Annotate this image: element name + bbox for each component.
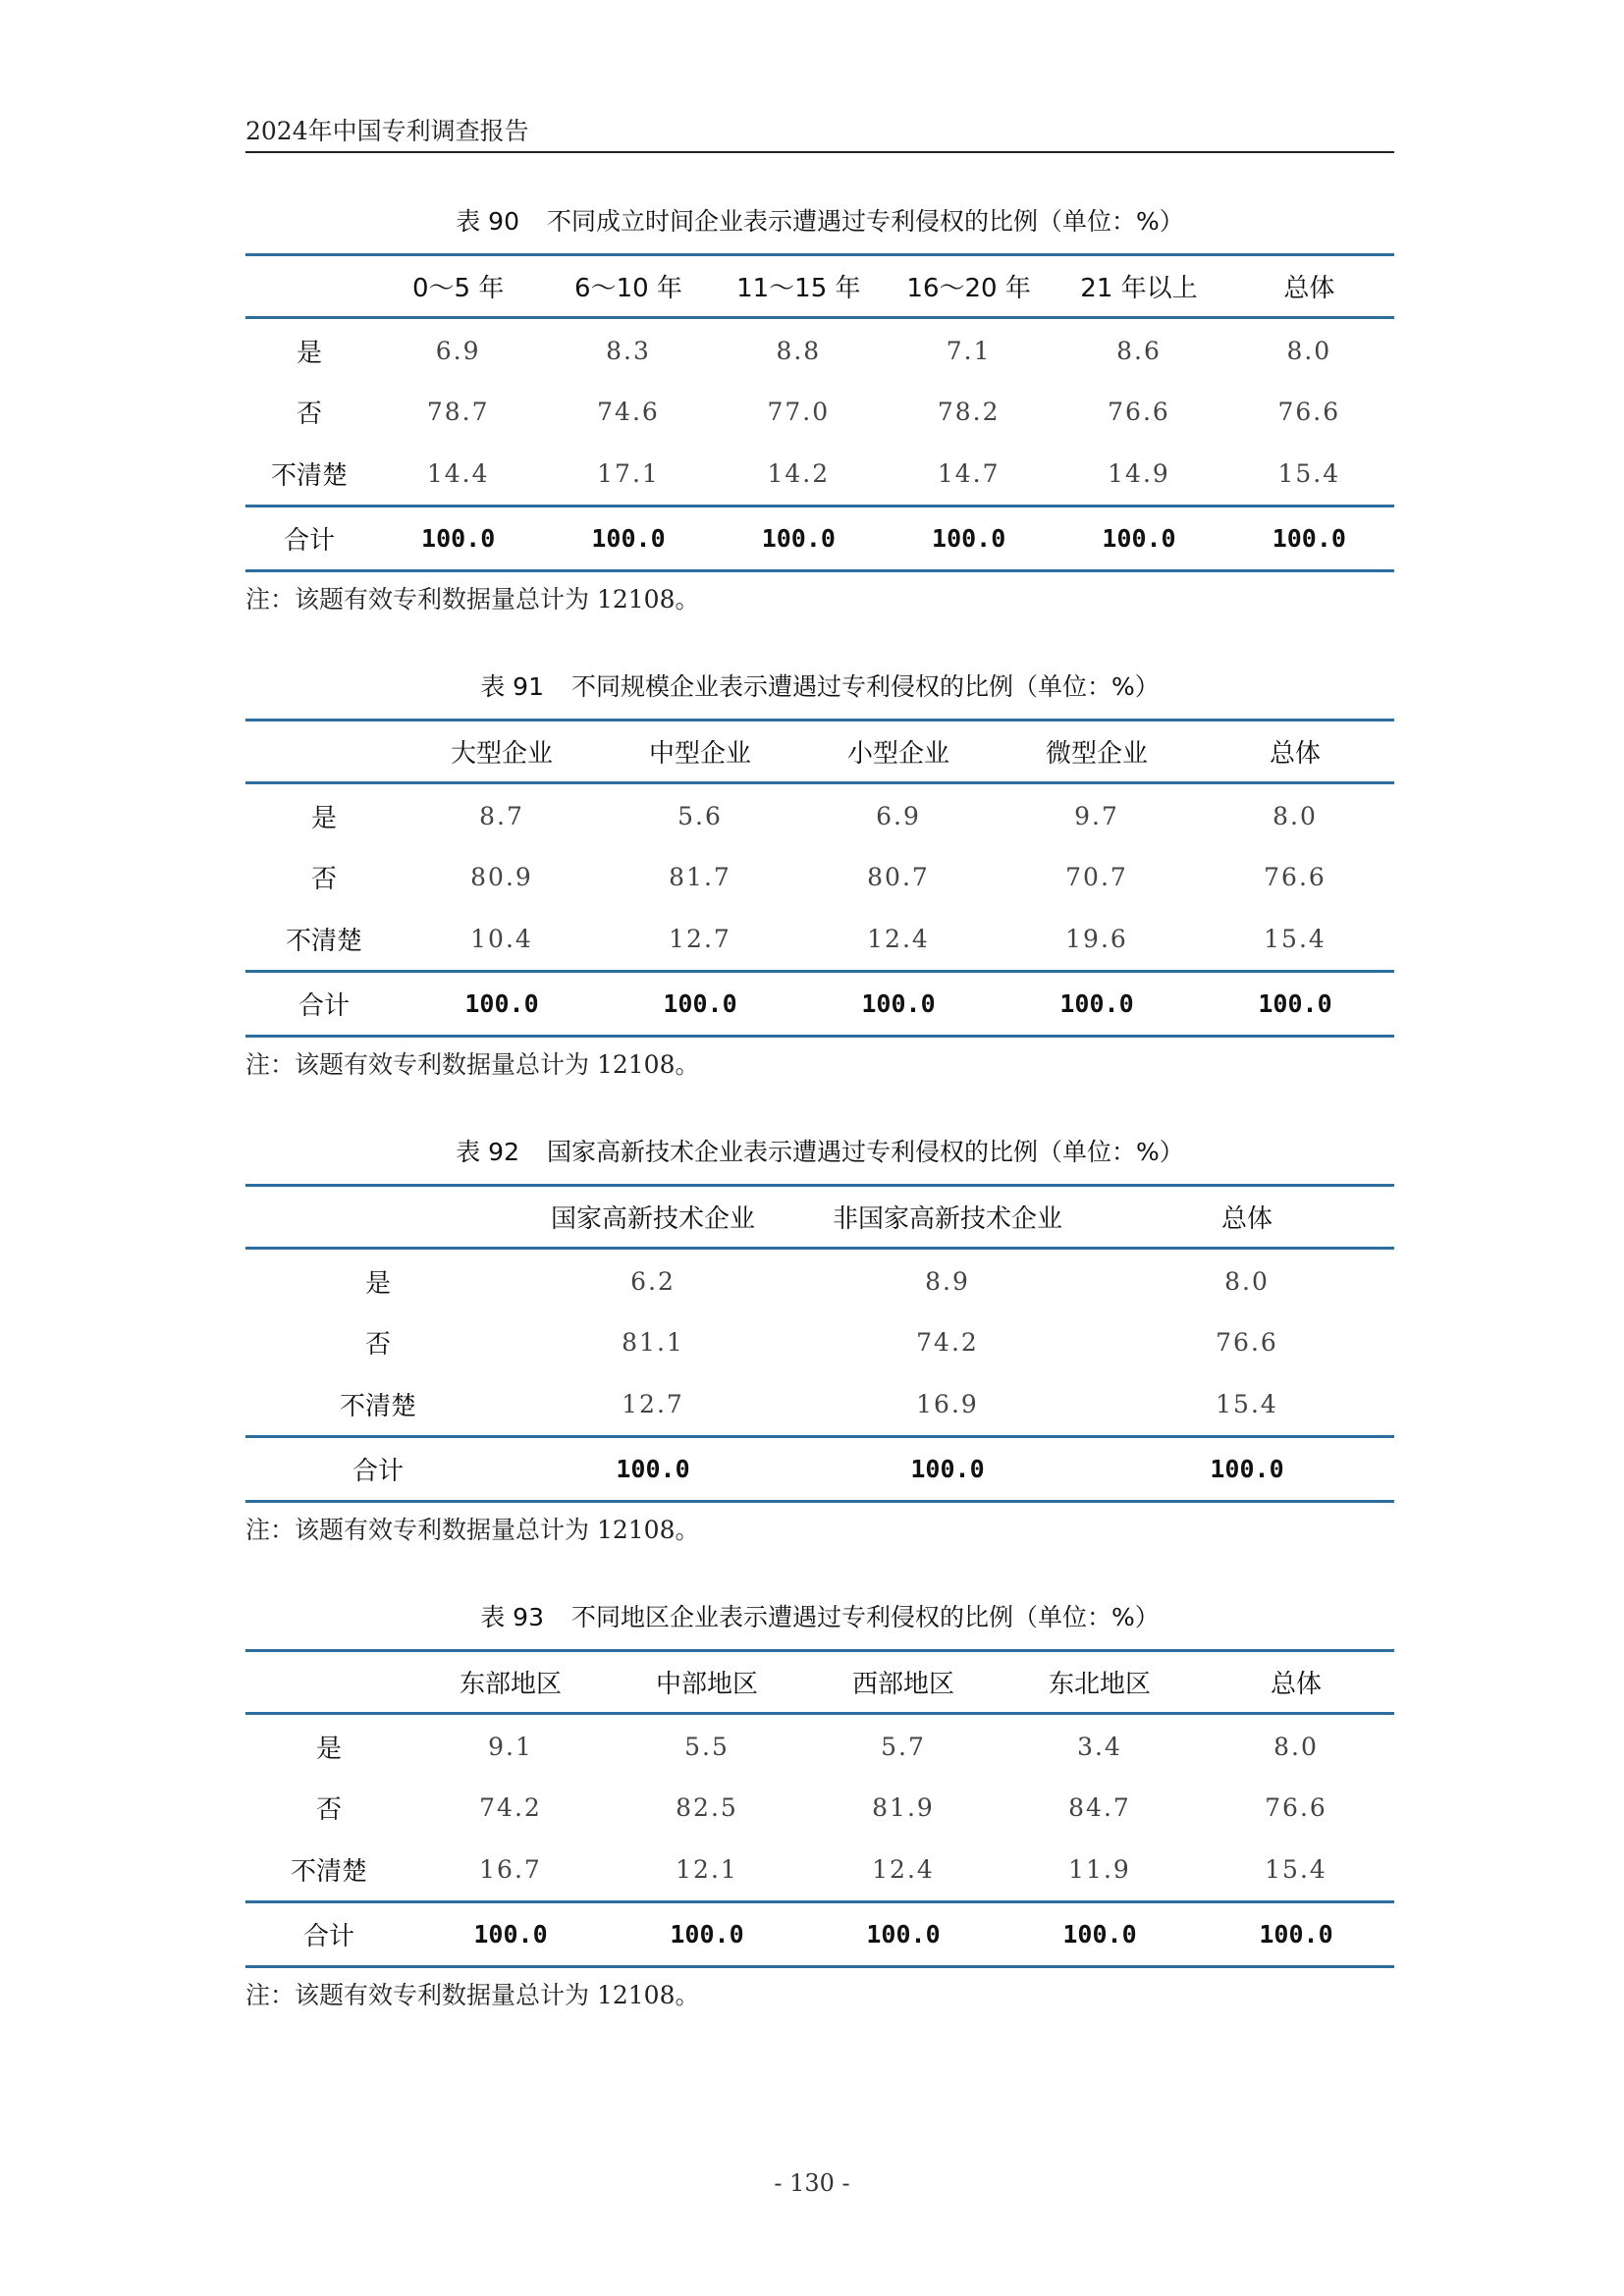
table-cell: 74.2 (916, 1328, 979, 1357)
table-cell: 14.4 (426, 459, 490, 489)
table-cell: 5.7 (881, 1732, 926, 1761)
table-cell: 10.4 (470, 925, 533, 954)
table-note: 注：该题有效专利数据量总计为 12108。 (245, 1516, 700, 1544)
total-label: 合计 (298, 991, 350, 1021)
column-header: 11～15 年 (736, 274, 861, 303)
column-header: 中部地区 (655, 1670, 758, 1699)
table-cell: 8.9 (925, 1266, 970, 1296)
header-corner (245, 1186, 511, 1249)
table-cell: 12.4 (872, 1855, 935, 1885)
table-90-block (245, 202, 1394, 615)
row-label: 不清楚 (290, 1857, 367, 1888)
table-cell: 76.6 (1216, 1328, 1278, 1357)
total-row (245, 972, 1394, 1037)
table-cell: 8.0 (1286, 336, 1332, 365)
total-cell: 100.0 (910, 1455, 985, 1483)
table-cell: 6.9 (876, 801, 921, 830)
table-cell: 12.7 (669, 925, 731, 954)
column-header: 中型企业 (648, 739, 751, 769)
table-93-block (245, 1598, 1394, 2011)
table-header-row (245, 1186, 1394, 1249)
row-label: 否 (315, 1795, 342, 1825)
column-header: 总体 (1283, 274, 1335, 303)
table-row (245, 1840, 1394, 1902)
table-cell: 77.0 (767, 398, 831, 426)
table-cell: 74.6 (597, 398, 660, 426)
table-row (245, 846, 1394, 909)
column-header: 东部地区 (459, 1670, 562, 1699)
header-corner (245, 1651, 412, 1714)
table-93-caption (245, 1598, 1394, 1637)
table-cell: 8.0 (1272, 801, 1318, 830)
table-cell: 5.5 (684, 1732, 730, 1761)
report-title: 2024年中国专利调查报告 (245, 117, 529, 145)
table-title: 国家高新技术企业表示遭遇过专利侵权的比例（单位：%） (547, 1138, 1184, 1166)
total-cell: 100.0 (1062, 1920, 1137, 1949)
table-cell: 19.6 (1065, 925, 1128, 954)
total-cell: 100.0 (932, 524, 1006, 553)
header-corner (245, 255, 373, 318)
table-title: 不同成立时间企业表示遭遇过专利侵权的比例（单位：%） (547, 207, 1184, 236)
table-number: 表 91 (480, 672, 544, 701)
table-row (245, 1777, 1394, 1840)
total-cell: 100.0 (421, 524, 496, 553)
table-cell: 82.5 (676, 1793, 738, 1822)
row-label: 否 (364, 1330, 391, 1360)
table-cell: 3.4 (1077, 1732, 1122, 1761)
total-cell: 100.0 (1102, 524, 1176, 553)
table-cell: 8.7 (479, 801, 524, 830)
table-cell: 14.7 (937, 459, 1001, 489)
table-cell: 16.7 (479, 1855, 542, 1885)
table-cell: 78.7 (426, 398, 490, 426)
table-cell: 84.7 (1068, 1793, 1131, 1822)
column-header: 东北地区 (1048, 1670, 1151, 1699)
total-row (245, 1437, 1394, 1502)
column-header: 6～10 年 (574, 274, 682, 303)
table-number: 表 90 (456, 207, 519, 236)
header-corner (245, 721, 403, 783)
table-header-row (245, 1651, 1394, 1714)
table-cell: 15.4 (1277, 459, 1341, 489)
total-cell: 100.0 (670, 1920, 744, 1949)
table-row (245, 1311, 1394, 1374)
row-label: 不清楚 (270, 461, 348, 492)
column-header: 小型企业 (846, 739, 949, 769)
row-label: 是 (315, 1734, 342, 1764)
table-cell: 7.1 (946, 336, 992, 365)
table-92 (245, 1184, 1394, 1503)
row-label: 不清楚 (339, 1392, 416, 1422)
table-cell: 8.3 (606, 336, 651, 365)
total-label: 合计 (352, 1457, 404, 1486)
column-header: 非国家高新技术企业 (832, 1204, 1062, 1234)
total-cell: 100.0 (473, 1920, 548, 1949)
table-cell: 81.9 (872, 1793, 935, 1822)
total-cell: 100.0 (616, 1455, 690, 1483)
column-header: 0～5 年 (411, 274, 505, 303)
table-cell: 81.1 (622, 1328, 684, 1357)
table-cell: 14.2 (767, 459, 831, 489)
table-cell: 12.7 (622, 1390, 684, 1419)
column-header: 16～20 年 (906, 274, 1031, 303)
total-cell: 100.0 (591, 524, 666, 553)
table-92-block (245, 1133, 1394, 1546)
table-cell: 8.8 (776, 336, 822, 365)
table-91-caption (245, 667, 1394, 707)
table-number: 表 92 (456, 1138, 519, 1166)
table-cell: 8.6 (1116, 336, 1162, 365)
total-cell: 100.0 (1258, 989, 1332, 1018)
column-header: 21 年以上 (1080, 274, 1198, 303)
column-header: 微型企业 (1045, 739, 1148, 769)
column-header: 国家高新技术企业 (550, 1204, 755, 1234)
table-number: 表 93 (480, 1603, 544, 1631)
table-cell: 17.1 (597, 459, 660, 489)
table-row (245, 1249, 1394, 1311)
table-cell: 70.7 (1065, 863, 1128, 891)
table-cell: 14.9 (1108, 459, 1170, 489)
table-cell: 12.1 (676, 1855, 738, 1885)
row-label: 是 (364, 1268, 391, 1299)
table-cell: 80.9 (470, 863, 533, 891)
table-cell: 76.6 (1277, 398, 1341, 426)
table-cell: 81.7 (669, 863, 731, 891)
table-note: 注：该题有效专利数据量总计为 12108。 (245, 585, 700, 614)
table-cell: 76.6 (1264, 863, 1326, 891)
column-header: 总体 (1269, 739, 1321, 769)
total-row (245, 1902, 1394, 1967)
row-label: 是 (296, 338, 322, 368)
column-header: 总体 (1220, 1204, 1272, 1234)
table-row (245, 909, 1394, 972)
total-row (245, 507, 1394, 571)
table-cell: 15.4 (1265, 1855, 1327, 1885)
table-header-row (245, 721, 1394, 783)
table-row (245, 444, 1394, 507)
table-cell: 9.7 (1074, 801, 1119, 830)
page-number: - 130 - (774, 2169, 850, 2197)
total-cell: 100.0 (1059, 989, 1134, 1018)
table-90 (245, 253, 1394, 572)
table-cell: 6.2 (630, 1266, 676, 1296)
row-label: 不清楚 (285, 927, 362, 957)
row-label: 否 (296, 400, 322, 429)
total-cell: 100.0 (663, 989, 737, 1018)
table-90-caption (245, 202, 1394, 241)
table-92-caption (245, 1133, 1394, 1172)
total-cell: 100.0 (761, 524, 836, 553)
column-header: 西部地区 (851, 1670, 954, 1699)
table-cell: 9.1 (488, 1732, 533, 1761)
table-note: 注：该题有效专利数据量总计为 12108。 (245, 1981, 700, 2009)
table-cell: 15.4 (1216, 1390, 1278, 1419)
table-cell: 8.0 (1273, 1732, 1319, 1761)
table-cell: 78.2 (937, 398, 1001, 426)
total-label: 合计 (283, 526, 335, 556)
table-cell: 5.6 (677, 801, 723, 830)
table-cell: 80.7 (867, 863, 930, 891)
table-row (245, 381, 1394, 444)
table-cell: 76.6 (1265, 1793, 1327, 1822)
table-cell: 16.9 (916, 1390, 979, 1419)
table-91 (245, 719, 1394, 1038)
total-cell: 100.0 (1259, 1920, 1333, 1949)
total-cell: 100.0 (1272, 524, 1346, 553)
total-cell: 100.0 (866, 1920, 941, 1949)
table-cell: 6.9 (435, 336, 481, 365)
table-cell: 12.4 (867, 925, 930, 954)
table-note: 注：该题有效专利数据量总计为 12108。 (245, 1050, 700, 1079)
table-row (245, 1374, 1394, 1437)
row-label: 是 (310, 803, 337, 833)
column-header: 大型企业 (450, 739, 553, 769)
table-header-row (245, 255, 1394, 318)
table-row (245, 318, 1394, 381)
column-header: 总体 (1270, 1670, 1322, 1699)
total-cell: 100.0 (464, 989, 539, 1018)
table-cell: 74.2 (479, 1793, 542, 1822)
row-label: 否 (310, 865, 337, 894)
table-title: 不同地区企业表示遭遇过专利侵权的比例（单位：%） (571, 1603, 1160, 1631)
table-cell: 8.0 (1224, 1266, 1270, 1296)
page-header (245, 116, 1394, 153)
table-row (245, 783, 1394, 846)
total-cell: 100.0 (1210, 1455, 1284, 1483)
total-label: 合计 (302, 1922, 354, 1951)
table-cell: 76.6 (1108, 398, 1170, 426)
table-91-block (245, 667, 1394, 1081)
table-cell: 11.9 (1068, 1855, 1131, 1885)
table-93 (245, 1649, 1394, 1968)
table-title: 不同规模企业表示遭遇过专利侵权的比例（单位：%） (571, 672, 1160, 701)
table-cell: 15.4 (1264, 925, 1326, 954)
total-cell: 100.0 (861, 989, 936, 1018)
table-row (245, 1714, 1394, 1777)
